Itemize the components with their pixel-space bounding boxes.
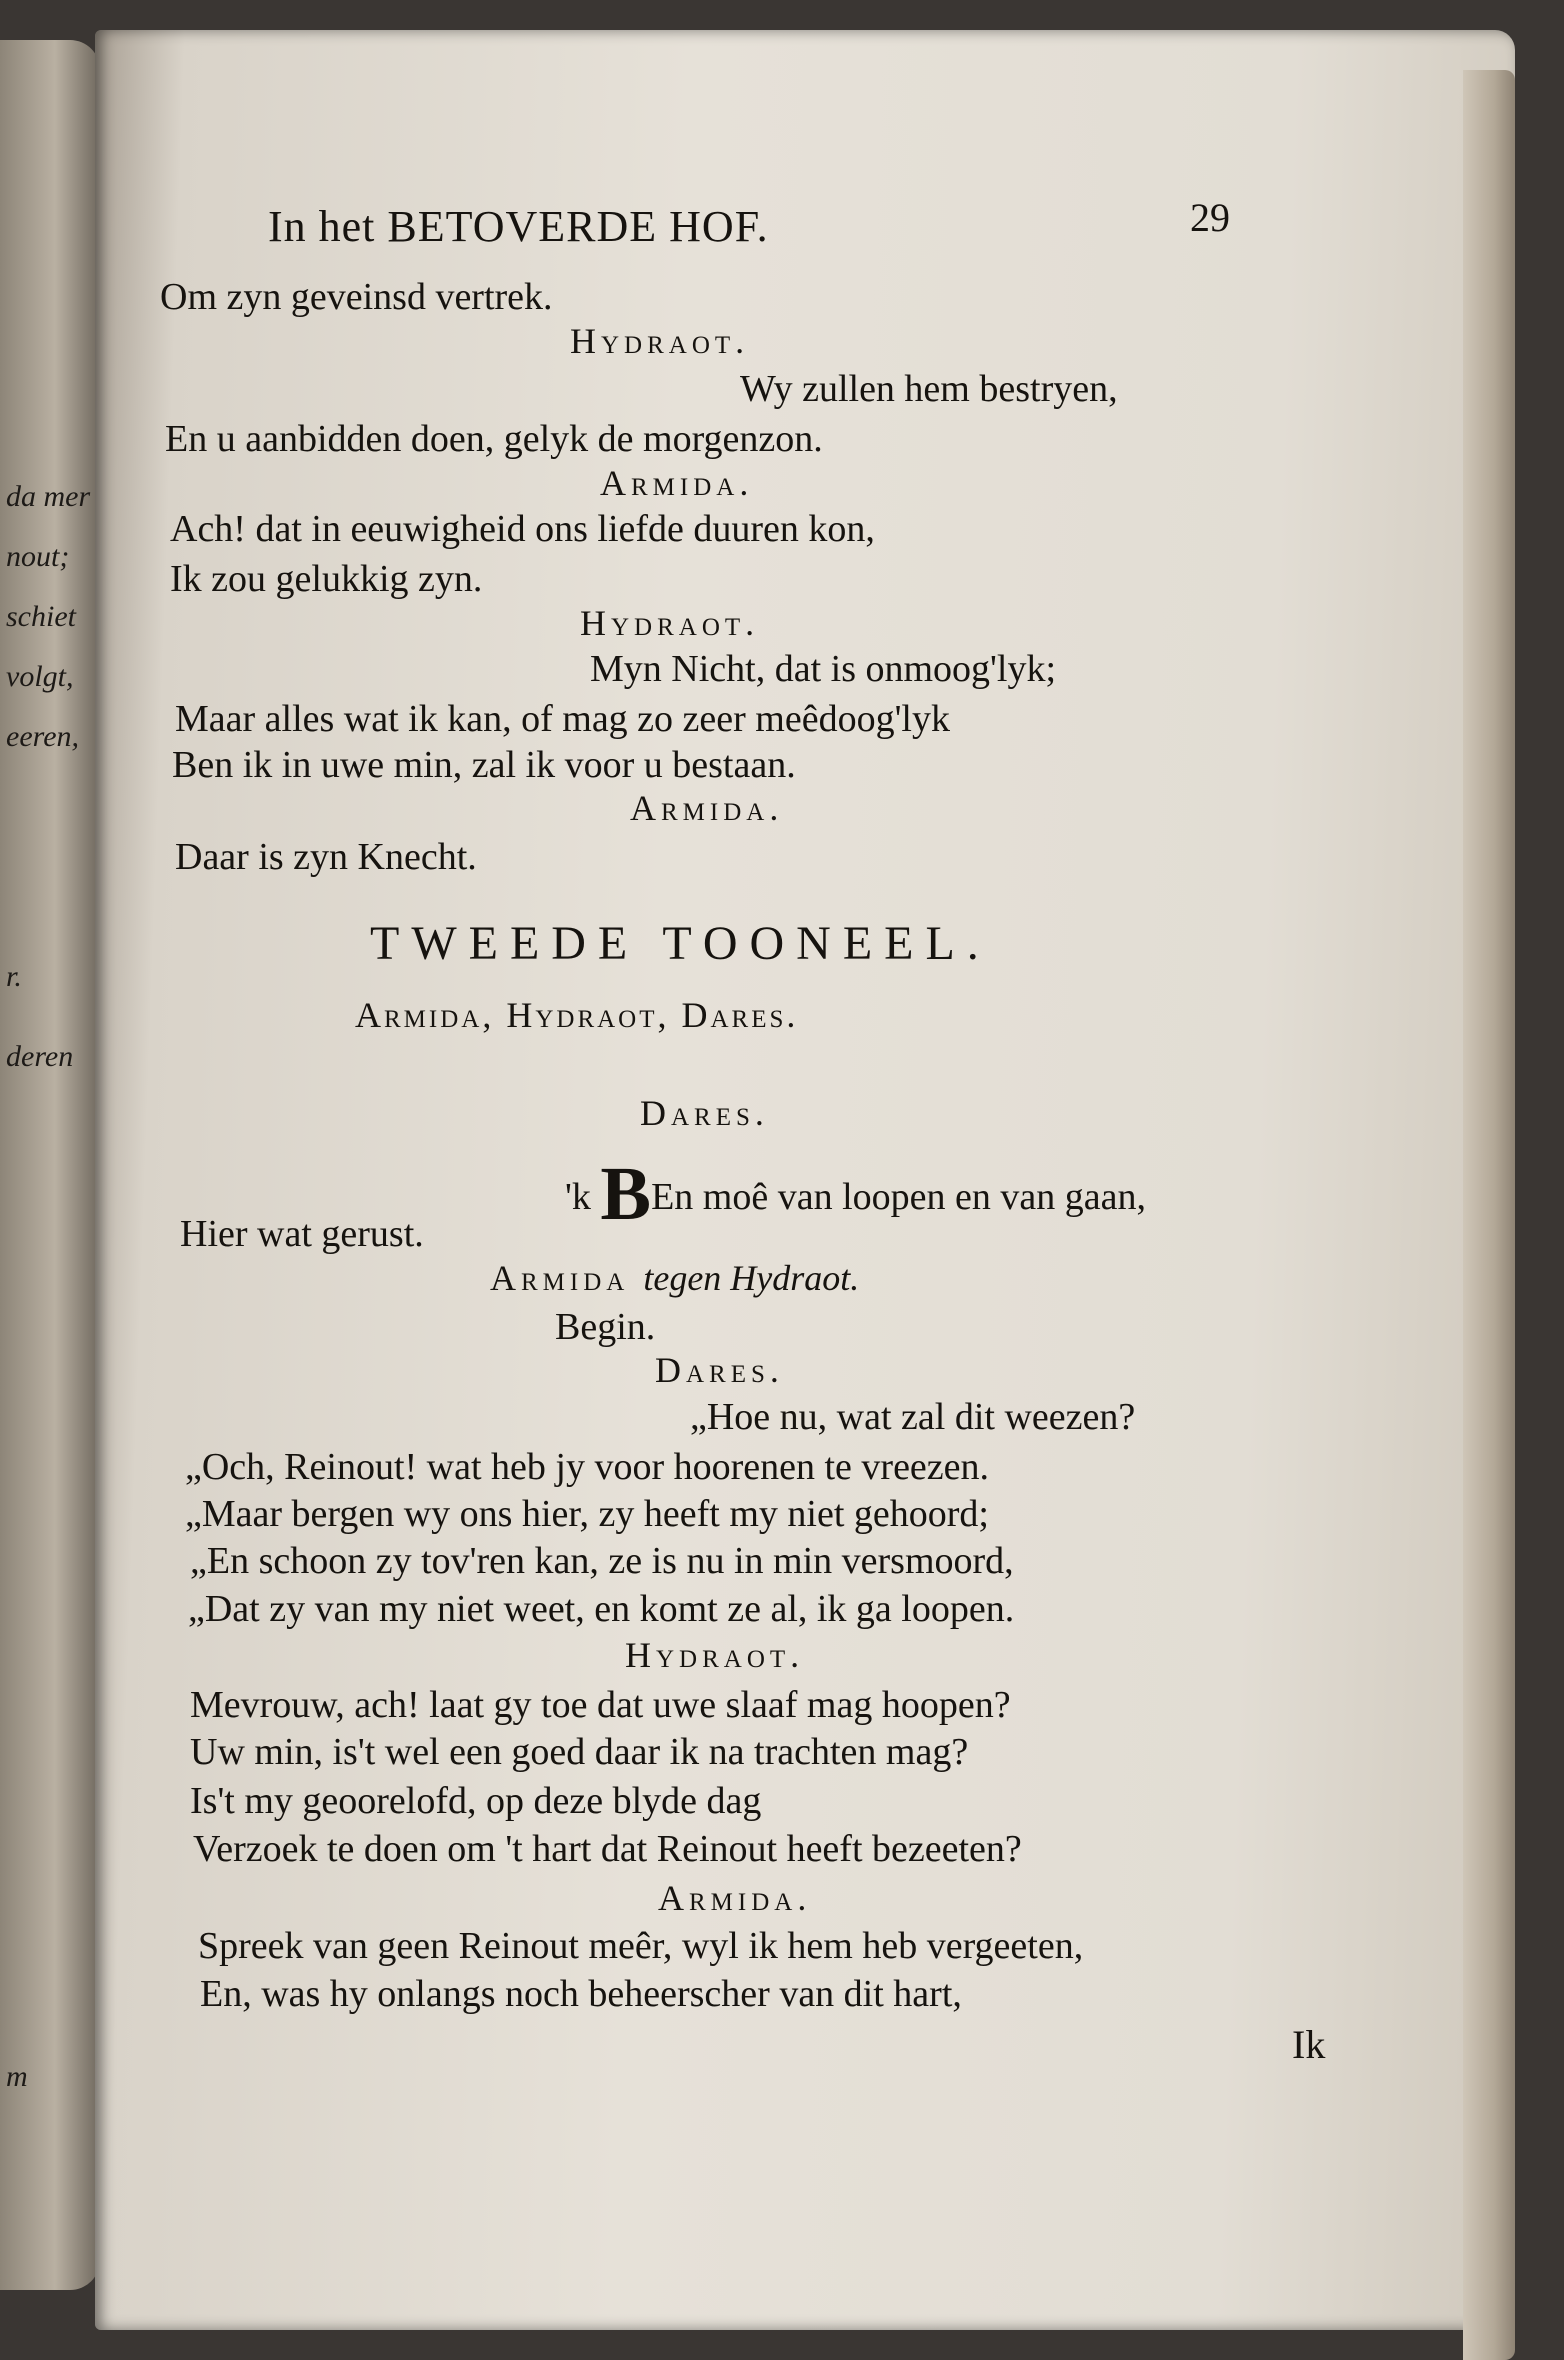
speaker-name: Armida	[490, 1258, 644, 1298]
verse-line: „Hoe nu, wat zal dit weezen?	[690, 1396, 1136, 1438]
line-text: En moê van loopen en van gaan,	[651, 1176, 1146, 1218]
verse-line: Begin.	[555, 1306, 656, 1348]
scene-title: TWEEDE TOONEEL.	[370, 917, 991, 970]
verse-line: „Maar bergen wy ons hier, zy heeft my niet gehoord;	[185, 1493, 989, 1535]
drop-cap: B	[600, 1152, 652, 1236]
page-number: 29	[1190, 195, 1230, 240]
verse-line: Uw min, is't wel een goed daar ik na trachten mag?	[190, 1731, 969, 1773]
speaker-name: Dares.	[655, 1350, 784, 1390]
verse-line: Is't my geoorelofd, op deze blyde dag	[190, 1780, 762, 1822]
verse-line: Om zyn geveinsd vertrek.	[160, 276, 553, 318]
facing-page-fragment: da mer	[6, 480, 91, 513]
verse-line: En u aanbidden doen, gelyk de morgenzon.	[165, 418, 823, 460]
scene-cast: Armida, Hydraot, Dares.	[355, 995, 799, 1035]
running-head-title: In het BETOVERDE HOF.	[268, 202, 769, 251]
verse-line: Daar is zyn Knecht.	[175, 836, 477, 878]
verse-line: Myn Nicht, dat is onmoog'lyk;	[590, 648, 1057, 690]
verse-line: Maar alles wat ik kan, of mag zo zeer meêdoog'lyk	[175, 698, 950, 740]
verse-line: Ach! dat in eeuwigheid ons liefde duuren kon,	[170, 508, 875, 550]
speaker-name: Hydraot.	[580, 603, 760, 643]
verse-line: Ik zou gelukkig zyn.	[170, 558, 483, 600]
facing-page-fragment: nout;	[6, 540, 70, 573]
facing-page-fragment: deren	[6, 1040, 74, 1073]
speaker-name: Dares.	[640, 1093, 769, 1133]
facing-page-fragment: eeren,	[6, 720, 80, 753]
verse-line: „Och, Reinout! wat heb jy voor hoorenen te vreezen.	[185, 1446, 990, 1488]
verse-line: Mevrouw, ach! laat gy toe dat uwe slaaf mag hoopen?	[190, 1684, 1011, 1726]
facing-page-fragment: m	[6, 2060, 28, 2093]
verse-line: Wy zullen hem bestryen,	[740, 368, 1118, 410]
verse-line: Ben ik in uwe min, zal ik voor u bestaan.	[172, 744, 796, 786]
speaker-name: Armida.	[600, 463, 754, 503]
catchword: Ik	[1292, 2022, 1326, 2067]
facing-page-fragment: volgt,	[6, 660, 74, 693]
verse-line: „En schoon zy tov'ren kan, ze is nu in min versmoord,	[190, 1540, 1014, 1582]
speaker-with-direction	[490, 1260, 859, 1296]
verse-line-drop-cap	[565, 1152, 1146, 1236]
verse-line: Spreek van geen Reinout meêr, wyl ik hem heb vergeeten,	[198, 1925, 1084, 1967]
verse-line: Hier wat gerust.	[180, 1213, 424, 1255]
verse-line: Verzoek te doen om 't hart dat Reinout heeft bezeeten?	[193, 1828, 1022, 1870]
verse-line: „Dat zy van my niet weet, en komt ze al, ik ga loopen.	[188, 1588, 1015, 1630]
speaker-name: Armida.	[630, 788, 784, 828]
line-prefix: 'k	[565, 1176, 601, 1218]
stage-direction: tegen Hydraot.	[643, 1258, 860, 1298]
verse-line: En, was hy onlangs noch beheerscher van dit hart,	[200, 1973, 962, 2015]
facing-page-fragment: schiet	[6, 600, 76, 633]
speaker-name: Hydraot.	[570, 321, 750, 361]
facing-page-fragment: r.	[6, 960, 22, 993]
speaker-name: Hydraot.	[625, 1635, 805, 1675]
speaker-name: Armida.	[658, 1878, 812, 1918]
